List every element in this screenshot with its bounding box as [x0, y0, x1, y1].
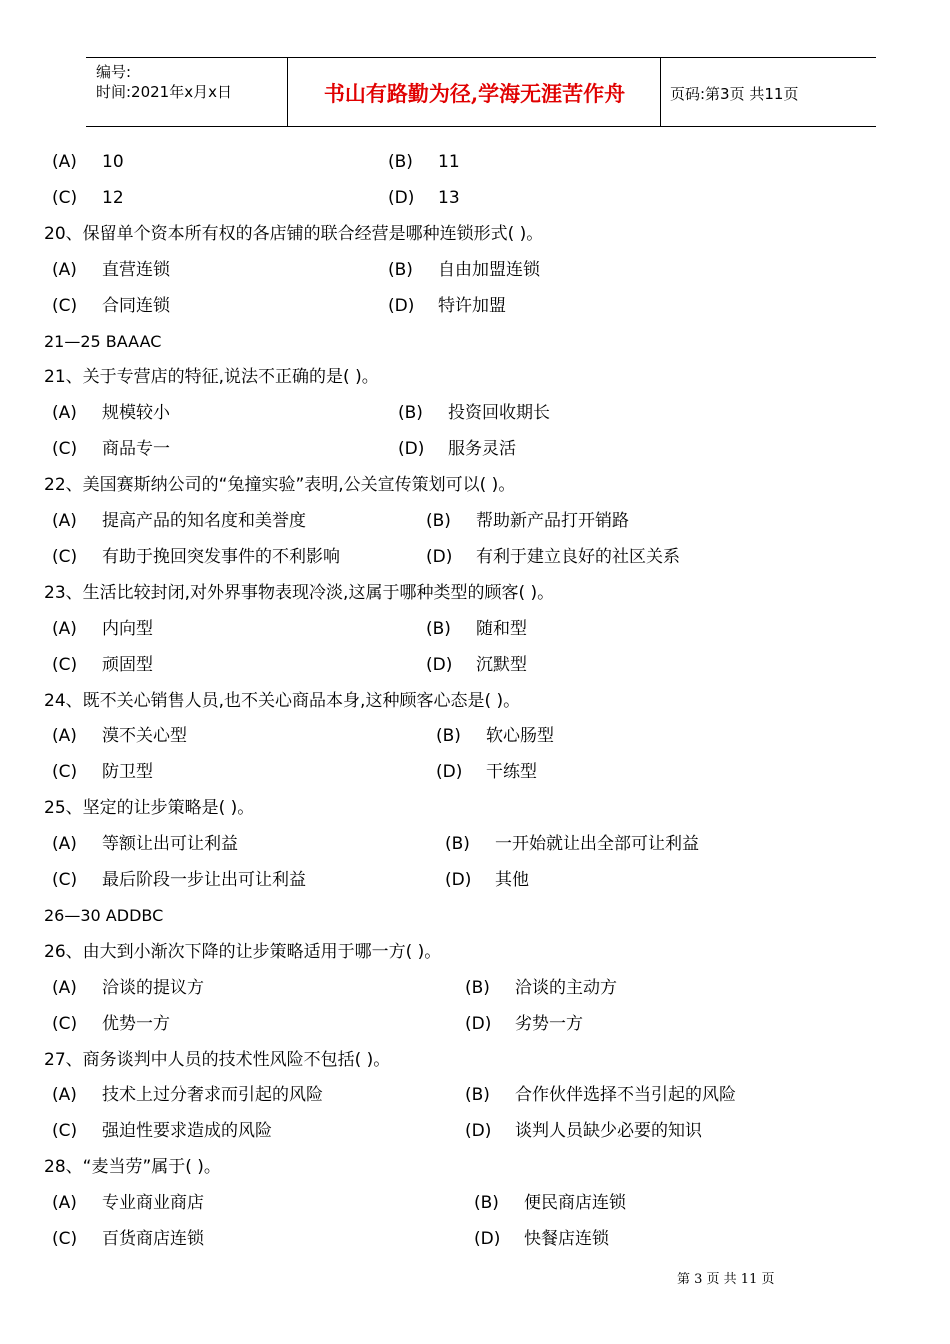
header-motto: 书山有路勤为径,学海无涯苦作舟	[323, 81, 626, 106]
option-text: 专业商业商店	[102, 1193, 204, 1214]
option-text: 投资回收期长	[448, 403, 550, 424]
option-letter: (C)	[52, 1229, 78, 1249]
option-text: 一开始就让出全部可让利益	[495, 834, 699, 855]
answer-option	[398, 437, 516, 461]
option-text: 商品专一	[102, 439, 170, 460]
option-text: 干练型	[486, 762, 537, 783]
option-letter: (C)	[52, 1013, 78, 1034]
option-text: 劣势一方	[515, 1013, 583, 1034]
answer-key: 21—25 BAAAC	[44, 331, 162, 351]
option-letter: (A)	[52, 726, 77, 747]
option-text: 优势一方	[102, 1013, 170, 1034]
option-letter: (A)	[52, 618, 77, 639]
option-text: 最后阶段一步让出可让利益	[102, 870, 306, 890]
option-letter: (D)	[388, 295, 415, 316]
option-letter: (C)	[52, 295, 78, 316]
option-letter: (B)	[388, 259, 413, 280]
answer-option	[52, 653, 153, 677]
option-letter: (D)	[465, 1013, 492, 1034]
answer-option	[52, 868, 306, 892]
option-text: 帮助新产品打开销路	[476, 511, 629, 531]
option-text: 快餐店连锁	[524, 1229, 609, 1249]
answer-option	[465, 976, 617, 1000]
answer-option	[52, 437, 170, 461]
option-letter: (B)	[465, 1085, 490, 1106]
option-letter: (A)	[52, 1085, 77, 1106]
option-letter: (D)	[445, 870, 472, 890]
option-text: 提高产品的知名度和美誉度	[102, 511, 306, 531]
option-letter: (B)	[398, 403, 423, 424]
option-letter: (A)	[52, 511, 77, 531]
option-letter: (B)	[465, 977, 490, 998]
question-text: 25、坚定的让步策略是( )。	[44, 798, 255, 819]
option-text: 便民商店连锁	[524, 1193, 626, 1214]
option-text: 有助于挽回突发事件的不利影响	[102, 546, 340, 567]
page-footer: 第 3 页 共 11 页	[677, 1272, 775, 1287]
answer-option	[52, 258, 170, 282]
answer-option	[445, 868, 529, 892]
answer-option	[52, 401, 170, 425]
option-letter: (D)	[426, 654, 453, 675]
question-text: 20、保留单个资本所有权的各店铺的联合经营是哪种连锁形式( )。	[44, 223, 544, 244]
answer-option	[52, 294, 170, 318]
answer-option	[52, 1119, 272, 1143]
question-text: 24、既不关心销售人员,也不关心商品本身,这种顾客心态是( )。	[44, 690, 521, 711]
option-text: 等额让出可让利益	[102, 834, 238, 855]
option-letter: (B)	[388, 152, 413, 172]
option-letter: (C)	[52, 1121, 78, 1142]
answer-option	[52, 617, 153, 641]
option-letter: (A)	[52, 1193, 77, 1214]
option-text: 内向型	[102, 618, 153, 639]
option-text: 洽谈的主动方	[515, 977, 617, 998]
option-letter: (D)	[474, 1229, 501, 1249]
answer-option	[436, 724, 554, 748]
option-text: 规模较小	[102, 403, 170, 424]
option-letter: (D)	[398, 439, 425, 460]
answer-option	[445, 832, 699, 856]
option-letter: (B)	[426, 511, 451, 531]
page-header	[86, 57, 876, 127]
answer-option	[465, 1119, 702, 1143]
answer-option	[52, 509, 306, 533]
answer-option	[388, 150, 460, 174]
answer-option	[52, 976, 204, 1000]
answer-option	[426, 653, 527, 677]
number-label: 编号:	[96, 63, 132, 81]
option-text: 11	[438, 152, 460, 172]
option-letter: (C)	[52, 546, 78, 567]
option-text: 防卫型	[102, 762, 153, 783]
answer-option	[474, 1191, 626, 1215]
option-text: 漠不关心型	[102, 726, 187, 747]
answer-option	[52, 760, 153, 784]
answer-option	[52, 1012, 170, 1036]
answer-option	[426, 509, 629, 533]
answer-option	[474, 1227, 609, 1251]
question-text: 26、由大到小渐次下降的让步策略适用于哪一方( )。	[44, 941, 442, 962]
answer-option	[52, 186, 124, 210]
answer-option	[388, 258, 540, 282]
answer-option	[52, 545, 340, 569]
option-text: 12	[102, 187, 124, 208]
option-text: 直营连锁	[102, 259, 170, 280]
option-text: 合作伙伴选择不当引起的风险	[515, 1085, 736, 1106]
option-text: 软心肠型	[486, 726, 554, 747]
header-page-info: 页码:第3页 共11页	[670, 85, 799, 103]
answer-option	[388, 294, 506, 318]
option-letter: (A)	[52, 403, 77, 424]
option-text: 有利于建立良好的社区关系	[476, 546, 680, 567]
option-text: 13	[438, 187, 460, 208]
answer-option	[465, 1012, 583, 1036]
time-label: 时间:2021年x月x日	[96, 83, 232, 101]
option-text: 特许加盟	[438, 295, 506, 316]
option-text: 合同连锁	[102, 295, 170, 316]
option-text: 技术上过分奢求而引起的风险	[102, 1085, 323, 1106]
option-letter: (B)	[426, 618, 451, 639]
header-divider	[660, 58, 661, 126]
option-text: 顽固型	[102, 654, 153, 675]
question-text: 23、生活比较封闭,对外界事物表现冷淡,这属于哪种类型的顾客( )。	[44, 582, 555, 603]
option-letter: (C)	[52, 439, 78, 460]
option-text: 强迫性要求造成的风险	[102, 1121, 272, 1142]
answer-option	[426, 545, 680, 569]
question-text: 28、“麦当劳”属于( )。	[44, 1157, 221, 1178]
option-letter: (A)	[52, 977, 77, 998]
answer-option	[426, 617, 527, 641]
option-letter: (C)	[52, 187, 78, 208]
answer-option	[52, 1191, 204, 1215]
answer-option	[398, 401, 550, 425]
option-letter: (D)	[426, 546, 453, 567]
answer-option	[52, 832, 238, 856]
option-letter: (A)	[52, 834, 77, 855]
option-letter: (C)	[52, 870, 78, 890]
answer-option	[465, 1083, 736, 1107]
question-text: 22、美国赛斯纳公司的“兔撞实验”表明,公关宣传策划可以( )。	[44, 475, 516, 496]
option-letter: (A)	[52, 152, 77, 172]
option-text: 谈判人员缺少必要的知识	[515, 1121, 702, 1142]
answer-option	[52, 1083, 323, 1107]
option-letter: (B)	[436, 726, 461, 747]
option-text: 随和型	[476, 618, 527, 639]
answer-option	[52, 1227, 204, 1251]
option-text: 自由加盟连锁	[438, 259, 540, 280]
answer-key: 26—30 ADDBC	[44, 905, 164, 925]
option-text: 10	[102, 152, 124, 172]
question-text: 21、关于专营店的特征,说法不正确的是( )。	[44, 367, 379, 388]
option-text: 服务灵活	[448, 439, 516, 460]
option-text: 洽谈的提议方	[102, 977, 204, 998]
option-letter: (D)	[465, 1121, 492, 1142]
option-letter: (D)	[388, 187, 415, 208]
option-text: 其他	[495, 870, 529, 890]
answer-option	[388, 186, 460, 210]
question-text: 27、商务谈判中人员的技术性风险不包括( )。	[44, 1049, 391, 1070]
answer-option	[436, 760, 537, 784]
option-letter: (D)	[436, 762, 463, 783]
option-letter: (C)	[52, 762, 78, 783]
option-letter: (C)	[52, 654, 78, 675]
option-text: 沉默型	[476, 654, 527, 675]
answer-option	[52, 724, 187, 748]
answer-option	[52, 150, 124, 174]
header-meta	[96, 62, 232, 102]
option-letter: (B)	[474, 1193, 499, 1214]
option-text: 百货商店连锁	[102, 1229, 204, 1249]
option-letter: (B)	[445, 834, 470, 855]
option-letter: (A)	[52, 259, 77, 280]
